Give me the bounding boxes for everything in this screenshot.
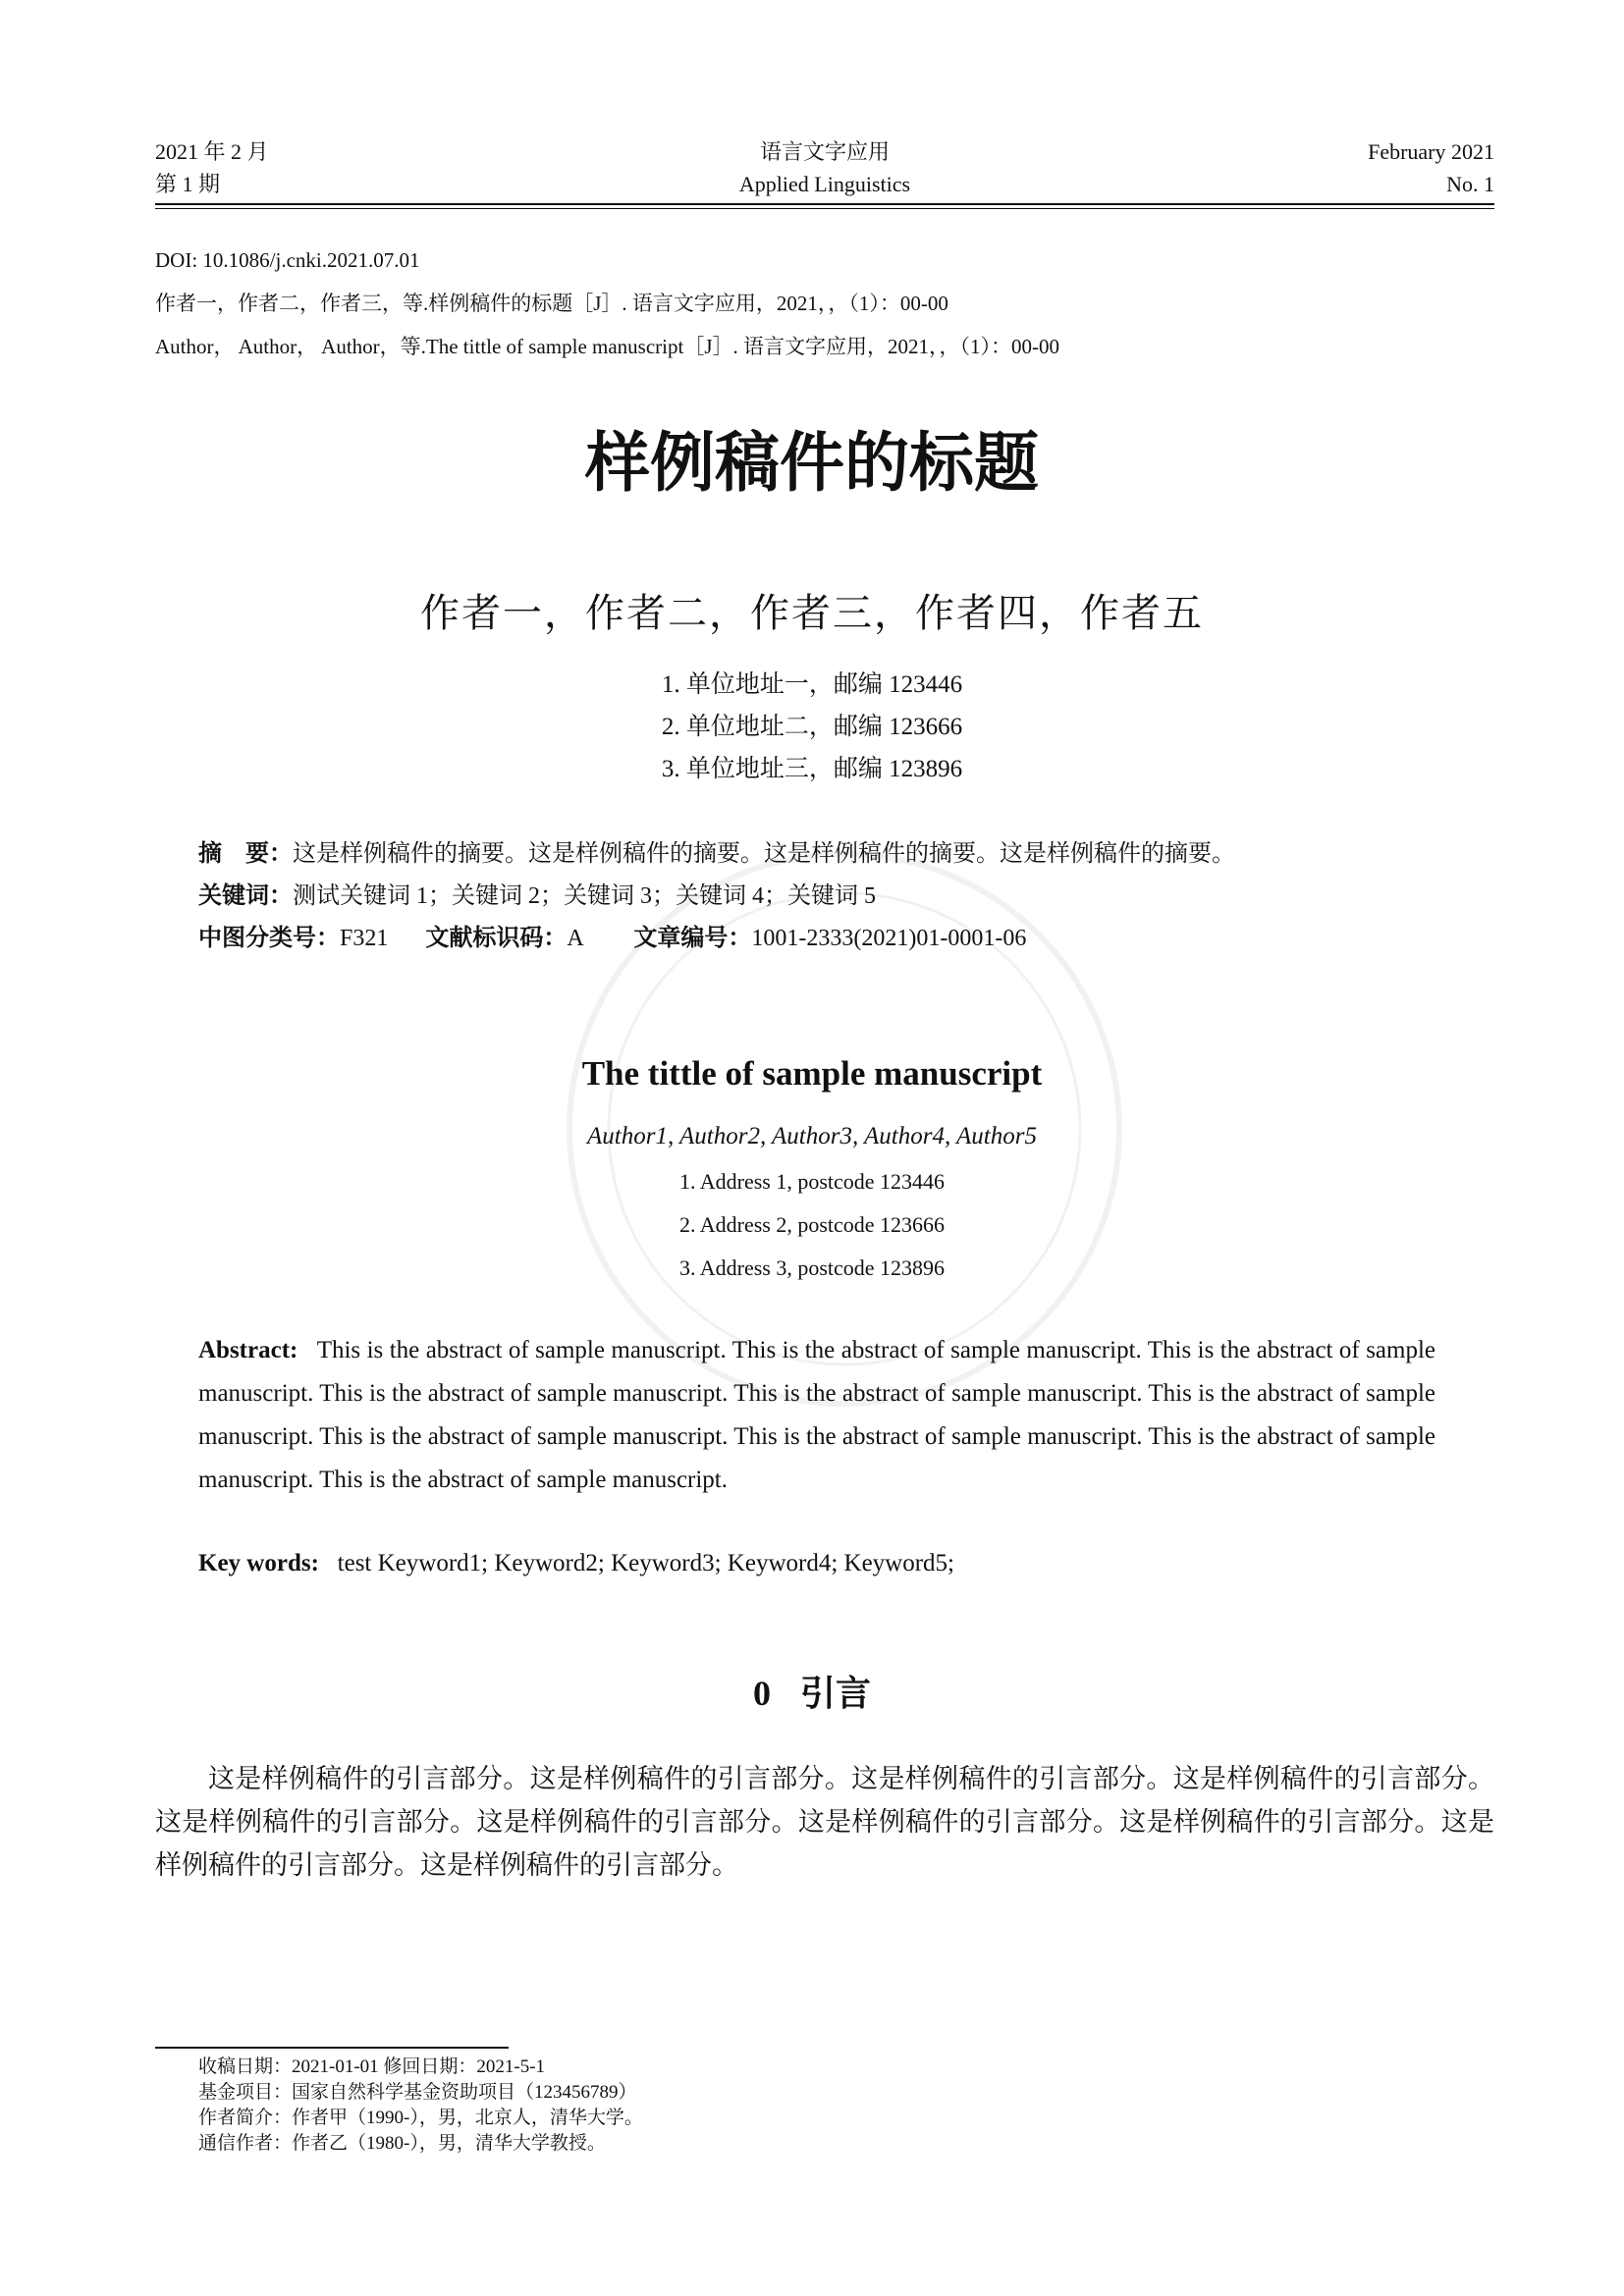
abstract-zh-label: 摘 要：: [198, 839, 293, 867]
author-list-zh: 作者一，作者二，作者三，作者四，作者五: [420, 591, 1204, 635]
affiliation-zh-3: 3. 单位地址三，邮编 123896: [661, 756, 963, 782]
footnote-dates: 收稿日期：2021-01-01 修回日期：2021-5-1: [198, 2056, 546, 2077]
doc-code-value: A: [567, 926, 583, 951]
section-heading: [0, 1669, 1624, 1719]
affiliation-zh-1: 1. 单位地址一，邮编 123446: [661, 671, 963, 698]
abstract-zh-text: 这是样例稿件的摘要。这是样例稿件的摘要。这是样例稿件的摘要。这是样例稿件的摘要。: [293, 841, 1235, 867]
keywords-zh-label: 关键词：: [198, 881, 293, 909]
header-number-en: No. 1: [1446, 172, 1494, 196]
footnote-corresponding-author: 通信作者：作者乙（1980-），男，清华大学教授。: [198, 2133, 606, 2154]
paper-title-en: The tittle of sample manuscript: [581, 1054, 1043, 1093]
body-paragraph: 这是样例稿件的引言部分。这是样例稿件的引言部分。这是样例稿件的引言部分。这是样例稿件的引言部分。这是样例稿件的引言部分。这是样例稿件的引言部分。这是样例稿件的引言部分。这是样例稿件的引言部分。这是样例稿件的引言部分。这是样例稿件的引言部分。: [155, 1764, 1494, 1880]
affiliation-en-2: 2. Address 2, postcode 123666: [678, 1212, 946, 1237]
author-list-en: Author1, Author2, Author3, Author4, Author5: [587, 1123, 1037, 1149]
keywords-zh: [198, 875, 1435, 917]
journal-name-en: Applied Linguistics: [738, 172, 911, 196]
clc-label: 中图分类号：: [198, 924, 340, 951]
classification-line: [198, 917, 1435, 959]
clc-value: F321: [340, 926, 389, 951]
keywords-zh-text: 测试关键词 1；关键词 2；关键词 3；关键词 4；关键词 5: [293, 883, 876, 909]
abstract-en-label: Abstract:: [198, 1337, 298, 1363]
footnote-author-bio: 作者简介：作者甲（1990-），男，北京人，清华大学。: [198, 2108, 643, 2128]
affiliation-en-3: 3. Address 3, postcode 123896: [678, 1255, 946, 1280]
section-title: 引言: [799, 1674, 871, 1714]
doi-line: DOI: 10.1086/j.cnki.2021.07.01: [155, 248, 420, 272]
citation-zh: 作者一，作者二，作者三，等.样例稿件的标题［J］. 语言文字应用，2021，，（1）：00-00: [155, 292, 948, 315]
abstract-zh: [198, 832, 1435, 875]
header-issue: 第 1 期: [155, 172, 221, 196]
section-number: 0: [752, 1674, 771, 1713]
affiliation-list-zh: [0, 664, 1624, 790]
article-number-label: 文章编号：: [633, 924, 752, 951]
journal-name-zh: 语言文字应用: [759, 139, 890, 164]
keywords-en-text: test Keyword1; Keyword2; Keyword3; Keyword4; Keyword5;: [337, 1550, 955, 1576]
affiliation-list-en: [0, 1160, 1624, 1290]
running-header: [155, 135, 1494, 204]
keywords-en: [198, 1542, 1435, 1585]
citation-block: [155, 239, 1059, 368]
header-date-en: February 2021: [1368, 139, 1494, 164]
abstract-en-text: This is the abstract of sample manuscript. This is the abstract of sample manuscript. This is the abstract of sample manuscript. This is the abstract of sample manuscript. This is the abstract of sample manuscript. This is the abstract of sample manuscript. This is the abstract of sample manuscript. This is the abstract of sample manuscript. This is the abstract of sample manuscript. This is the abstract of sample manuscript.: [198, 1337, 1436, 1493]
abstract-zh-block: [198, 832, 1435, 959]
paper-title-zh: 样例稿件的标题: [585, 425, 1039, 501]
article-number-value: 1001-2333(2021)01-0001-06: [751, 926, 1027, 951]
footnotes: [198, 2055, 643, 2157]
abstract-en: [198, 1329, 1435, 1502]
header-rule-thin: [155, 208, 1494, 209]
header-date: 2021 年 2 月: [155, 139, 269, 164]
footnote-rule: [155, 2047, 509, 2049]
header-issue-en: [1368, 135, 1494, 200]
footnote-funding: 基金项目：国家自然科学基金资助项目（123456789）: [198, 2082, 637, 2103]
header-rule-thick: [155, 203, 1494, 205]
affiliation-en-1: 1. Address 1, postcode 123446: [678, 1169, 946, 1194]
doc-code-label: 文献标识码：: [425, 924, 568, 951]
keywords-en-label: Key words:: [198, 1550, 319, 1576]
citation-en: Author， Author， Author，等.The tittle of sample manuscript［J］. 语言文字应用，2021，，（1）：00-00: [155, 335, 1060, 358]
header-journal: [155, 135, 1494, 200]
affiliation-zh-2: 2. 单位地址二，邮编 123666: [661, 714, 963, 740]
